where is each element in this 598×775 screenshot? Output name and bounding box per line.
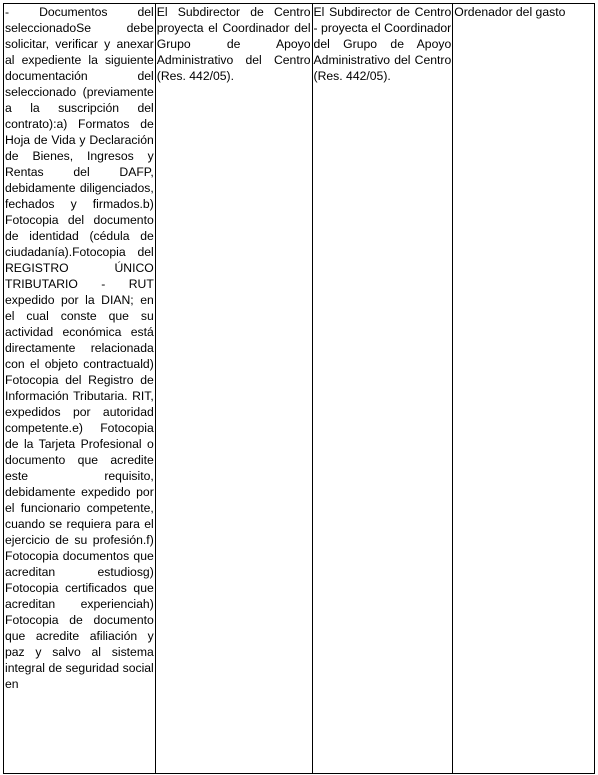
- proyecta-cell: [155, 4, 312, 774]
- table-row: [4, 4, 595, 774]
- documentos-cell: [4, 4, 156, 774]
- aprueba-text: Ordenador del gasto: [454, 5, 566, 19]
- documentos-text: - Documentos del seleccionadoSe debe solicitar, verificar y anexar al expediente la siguiente documentación del seleccionado (previamente a la suscripción del contrato):a) Formatos de Hoja de Vida y Declaración de Bienes, Ingresos y Rentas del DAFP, debidamente diligenciados, fechados y firmados.b) Fotocopia del documento de identidad (cédula de ciudadanía).Fotocopia del REGISTRO ÚNICO TRIBUTARIO - RUT expedido por la DIAN; en el cual conste que su actividad económica está directamente relacionada con el objeto contractuald) Fotocopia del Registro de Información Tributaria. RIT, expedidos por autoridad competente.e) Fotocopia de la Tarjeta Profesional o documento que acredite este requisito, debidamente expedido por el funcionario competente, cuando se requiera para el ejercicio de su profesión.f) Fotocopia documentos que acreditan estudiosg) Fotocopia certificados que acreditan experienciah) Fotocopia de documento que acredite afiliación y paz y salvo al sistema integral de seguridad social en: [5, 5, 154, 691]
- aprueba-cell: [453, 4, 595, 774]
- proyecta-text: El Subdirector de Centro proyecta el Coordinador del Grupo de Apoyo Administrativo del Centro (Res. 442/05).: [156, 5, 311, 83]
- procedure-table: [3, 3, 595, 774]
- revisa-text: El Subdirector de Centro - proyecta el Coordinador del Grupo de Apoyo Administrativo del Centro (Res. 442/05).: [313, 5, 452, 83]
- revisa-cell: [312, 4, 453, 774]
